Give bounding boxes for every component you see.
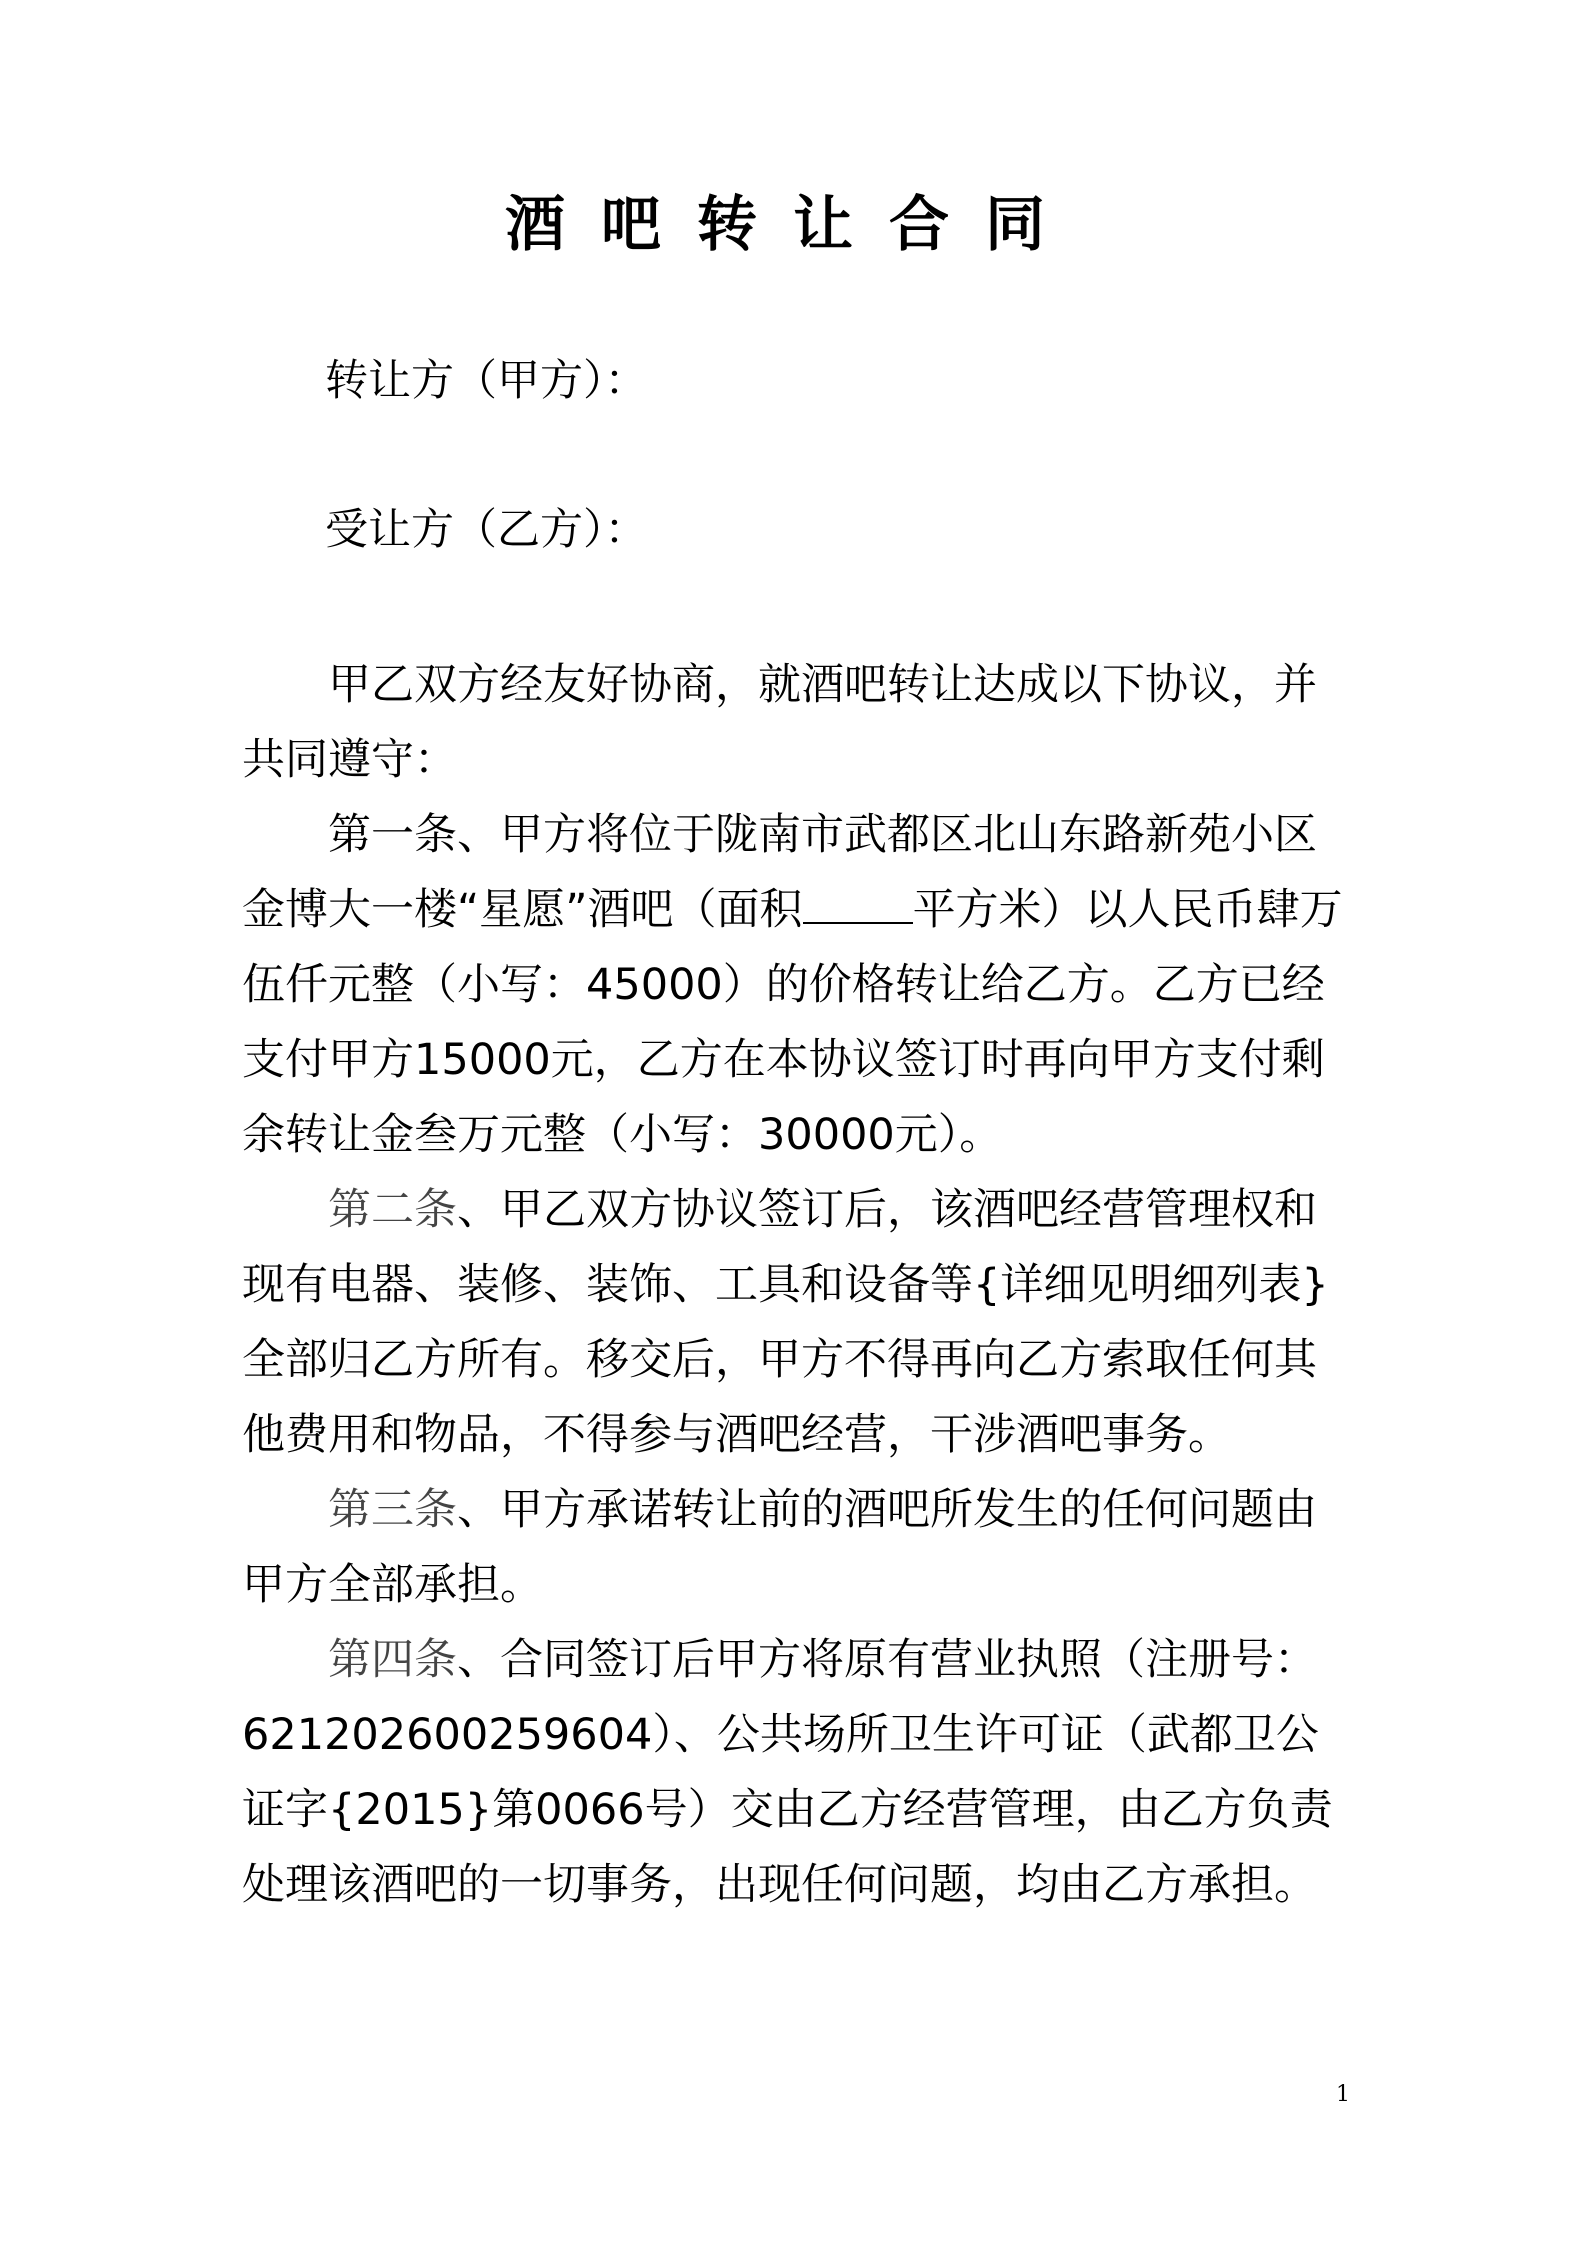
party-b-label: 受让方（乙方）： bbox=[325, 505, 648, 555]
intro-paragraph: 甲乙双方经友好协商，就酒吧转让达成以下协议，并共同遵守： bbox=[242, 660, 1317, 785]
clause-2-text: 、甲乙双方协议签订后，该酒吧经营管理权和现有电器、装修、装饰、工具和设备等{详细见明细列表}全部归乙方所有。移交后，甲方不得再向乙方索取任何其他费用和物品，不得参与酒吧经营，干涉酒吧事务。 bbox=[242, 1185, 1329, 1460]
clause-3 bbox=[242, 1473, 1350, 1623]
clause-4-text: 、合同签订后甲方将原有营业执照（注册号：621202600259604）、公共场所卫生许可证（武都卫公证字{2015}第0066号）交由乙方经营管理，由乙方负责处理该酒吧的一切事务，出现任何问题，均由乙方承担。 bbox=[242, 1635, 1333, 1910]
clause-2-prefix: 第二条 bbox=[328, 1185, 457, 1235]
party-a-label: 转让方（甲方）： bbox=[325, 356, 648, 406]
clause-4-prefix: 第四条 bbox=[328, 1635, 457, 1685]
page-number: 1 bbox=[1336, 2082, 1350, 2107]
contract-body bbox=[242, 648, 1350, 1923]
clause-3-prefix: 第三条 bbox=[328, 1485, 457, 1535]
clause-1 bbox=[242, 798, 1350, 1173]
document-title: 酒吧转让合同 bbox=[505, 190, 1081, 260]
clause-2 bbox=[242, 1173, 1350, 1473]
clause-1-text-a: 第一条、甲方将位于陇南市武都区北山东路新苑小区金博大一楼“星愿”酒吧（面积 bbox=[242, 810, 1317, 935]
clause-3-text: 、甲方承诺转让前的酒吧所发生的任何问题由甲方全部承担。 bbox=[242, 1485, 1317, 1610]
clause-4 bbox=[242, 1623, 1350, 1923]
clause-1-text-b: 平方米）以人民币肆万伍仟元整（小写：45000）的价格转让给乙方。乙方已经支付甲方15000元，乙方在本协议签订时再向甲方支付剩余转让金叁万元整（小写：30000元）。 bbox=[242, 885, 1343, 1160]
area-blank-line bbox=[803, 882, 913, 924]
